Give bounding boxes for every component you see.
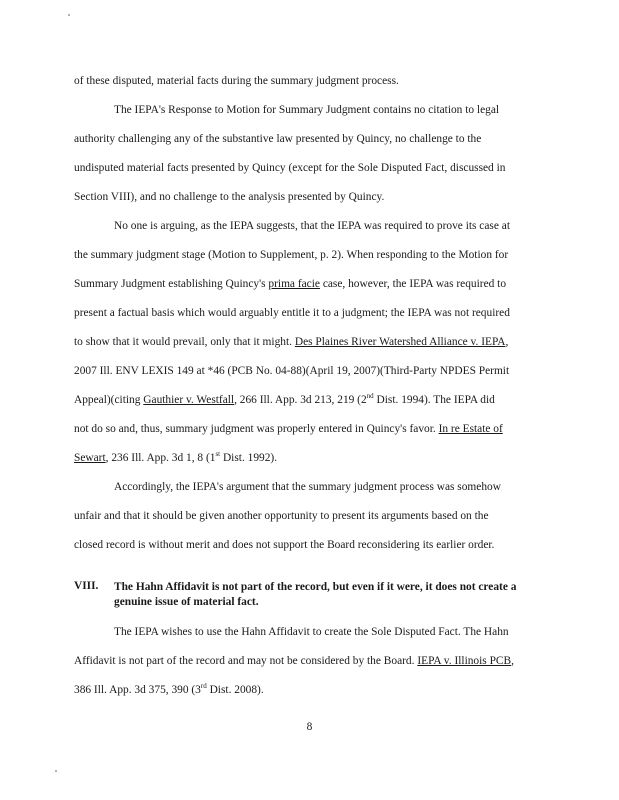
body-line-6: No one is arguing, as the IEPA suggests, that the IEPA was required to prove its case at <box>114 220 510 232</box>
text-span: case, however, the IEPA was required to <box>319 278 507 290</box>
case-citation: Sewart <box>74 452 106 464</box>
case-citation: Gauthier v. Westfall <box>143 394 235 406</box>
section-heading-line-2: genuine issue of material fact. <box>114 596 259 608</box>
scan-speck <box>68 14 70 16</box>
text-span: , 266 Ill. App. 3d 213, 219 (2 <box>234 394 367 406</box>
underlined-term: prima facie <box>268 278 320 290</box>
text-span: not do so and, thus, summary judgment was properly entered in Quincy's favor. <box>74 423 439 435</box>
body-line-17: closed record is without merit and does not support the Board reconsidering its earlier order. <box>74 539 495 551</box>
body-line-20 <box>74 683 544 697</box>
case-citation: In re Estate of <box>438 423 503 435</box>
body-line-8 <box>74 277 544 291</box>
section-heading-line-1: The Hahn Affidavit is not part of the record, but even if it were, it does not create a <box>114 581 517 593</box>
text-span: to show that it would prevail, only that it might. <box>74 336 295 348</box>
text-span: Dist. 2008). <box>206 684 264 696</box>
body-line-2: The IEPA's Response to Motion for Summary Judgment contains no citation to legal <box>114 104 500 116</box>
body-line-1: of these disputed, material facts during the summary judgment process. <box>74 75 399 87</box>
text-span: 386 Ill. App. 3d 375, 390 (3 <box>74 684 201 696</box>
section-number: VIII. <box>74 580 99 592</box>
text-span: , <box>511 655 514 667</box>
ordinal-suffix: nd <box>366 392 374 401</box>
body-line-14 <box>74 451 544 465</box>
body-line-11: 2007 Ill. ENV LEXIS 149 at *46 (PCB No. 04-88)(April 19, 2007)(Third-Party NPDES Permit <box>74 365 510 377</box>
ordinal-suffix: rd <box>200 682 207 691</box>
case-citation: Des Plaines River Watershed Alliance v. IEPA <box>294 336 506 348</box>
ordinal-suffix: st <box>215 450 221 459</box>
body-line-5: Section VIII), and no challenge to the analysis presented by Quincy. <box>74 191 385 203</box>
body-line-9: present a factual basis which would arguably entitle it to a judgment; the IEPA was not required <box>74 307 510 319</box>
body-line-12 <box>74 393 544 407</box>
body-line-4: undisputed material facts presented by Quincy (except for the Sole Disputed Fact, discussed in <box>74 162 506 174</box>
body-line-3: authority challenging any of the substantive law presented by Quincy, no challenge to the <box>74 133 482 145</box>
body-line-15: Accordingly, the IEPA's argument that the summary judgment process was somehow <box>114 481 501 493</box>
body-line-16: unfair and that it should be given another opportunity to present its arguments based on the <box>74 510 489 522</box>
body-line-18: The IEPA wishes to use the Hahn Affidavit to create the Sole Disputed Fact. The Hahn <box>114 626 509 638</box>
text-span: , <box>505 336 509 348</box>
text-span: , 236 Ill. App. 3d 1, 8 (1 <box>105 452 216 464</box>
text-span: Dist. 1992). <box>220 452 278 464</box>
body-line-7: the summary judgment stage (Motion to Supplement, p. 2). When responding to the Motion for <box>74 249 509 261</box>
text-span: Appeal)(citing <box>74 394 144 406</box>
page-number: 8 <box>306 721 313 733</box>
body-line-19 <box>74 654 544 668</box>
case-citation: IEPA v. Illinois PCB <box>417 655 512 667</box>
body-line-10 <box>74 335 544 349</box>
text-span: Dist. 1994). The IEPA did <box>373 394 495 406</box>
scan-speck <box>55 770 57 772</box>
text-span: Affidavit is not part of the record and may not be considered by the Board. <box>74 655 418 667</box>
body-line-13 <box>74 422 544 436</box>
text-span: Summary Judgment establishing Quincy's <box>74 278 269 290</box>
